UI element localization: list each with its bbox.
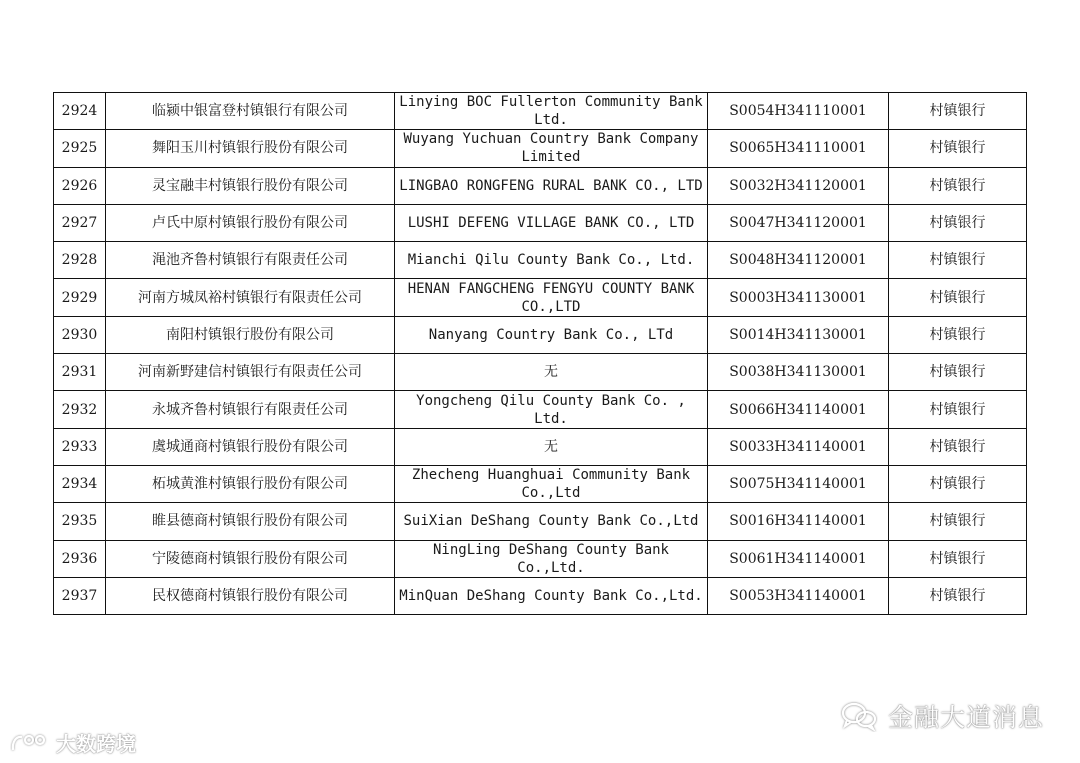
row-number: 2929 — [54, 279, 106, 316]
bank-table — [53, 92, 1027, 615]
bank-name-cn: 虞城通商村镇银行股份有限公司 — [106, 428, 395, 465]
table-row — [54, 167, 1027, 204]
institution-type: 村镇银行 — [889, 204, 1027, 241]
institution-type: 村镇银行 — [889, 465, 1027, 502]
institution-type: 村镇银行 — [889, 167, 1027, 204]
institution-code: S0032H341120001 — [708, 167, 889, 204]
row-number: 2928 — [54, 242, 106, 279]
institution-code: S0075H341140001 — [708, 465, 889, 502]
logo-icon — [10, 732, 50, 754]
bank-name-en: Yongcheng Qilu County Bank Co. , Ltd. — [395, 391, 708, 428]
bank-name-cn: 舞阳玉川村镇银行股份有限公司 — [106, 130, 395, 167]
institution-type: 村镇银行 — [889, 354, 1027, 391]
table-row — [54, 354, 1027, 391]
table-row — [54, 503, 1027, 540]
bank-name-en: Nanyang Country Bank Co., LTd — [395, 316, 708, 353]
table-row — [54, 391, 1027, 428]
institution-type: 村镇银行 — [889, 130, 1027, 167]
watermark-right — [840, 698, 1044, 734]
row-number: 2932 — [54, 391, 106, 428]
bank-name-cn: 临颍中银富登村镇银行有限公司 — [106, 93, 395, 130]
institution-code: S0033H341140001 — [708, 428, 889, 465]
table-row — [54, 316, 1027, 353]
row-number: 2935 — [54, 503, 106, 540]
institution-type: 村镇银行 — [889, 279, 1027, 316]
institution-type: 村镇银行 — [889, 540, 1027, 577]
table-row — [54, 204, 1027, 241]
watermark-left — [10, 728, 136, 757]
institution-code: S0003H341130001 — [708, 279, 889, 316]
row-number: 2930 — [54, 316, 106, 353]
institution-type: 村镇银行 — [889, 391, 1027, 428]
table-row — [54, 465, 1027, 502]
bank-name-cn: 河南方城凤裕村镇银行有限责任公司 — [106, 279, 395, 316]
institution-code: S0053H341140001 — [708, 577, 889, 614]
bank-name-en: 无 — [395, 428, 708, 465]
institution-code: S0061H341140001 — [708, 540, 889, 577]
row-number: 2924 — [54, 93, 106, 130]
institution-code: S0048H341120001 — [708, 242, 889, 279]
institution-code: S0047H341120001 — [708, 204, 889, 241]
watermark-right-text: 金融大道消息 — [887, 703, 1044, 732]
row-number: 2937 — [54, 577, 106, 614]
table-row — [54, 279, 1027, 316]
institution-type: 村镇银行 — [889, 503, 1027, 540]
bank-name-cn: 灵宝融丰村镇银行股份有限公司 — [106, 167, 395, 204]
bank-name-cn: 睢县德商村镇银行股份有限公司 — [106, 503, 395, 540]
institution-type: 村镇银行 — [889, 577, 1027, 614]
institution-code: S0038H341130001 — [708, 354, 889, 391]
bank-name-cn: 卢氏中原村镇银行股份有限公司 — [106, 204, 395, 241]
watermark-left-text: 大数跨境 — [56, 732, 136, 756]
bank-name-en: Mianchi Qilu County Bank Co., Ltd. — [395, 242, 708, 279]
bank-name-cn: 河南新野建信村镇银行有限责任公司 — [106, 354, 395, 391]
institution-type: 村镇银行 — [889, 316, 1027, 353]
bank-name-en: 无 — [395, 354, 708, 391]
institution-code: S0065H341110001 — [708, 130, 889, 167]
table-row — [54, 577, 1027, 614]
bank-name-en: Wuyang Yuchuan Country Bank Company Limited — [395, 130, 708, 167]
bank-name-cn: 永城齐鲁村镇银行有限责任公司 — [106, 391, 395, 428]
bank-name-cn: 渑池齐鲁村镇银行有限责任公司 — [106, 242, 395, 279]
row-number: 2927 — [54, 204, 106, 241]
bank-name-cn: 南阳村镇银行股份有限公司 — [106, 316, 395, 353]
bank-name-cn: 民权德商村镇银行股份有限公司 — [106, 577, 395, 614]
table-row — [54, 130, 1027, 167]
institution-code: S0014H341130001 — [708, 316, 889, 353]
institution-type: 村镇银行 — [889, 428, 1027, 465]
row-number: 2925 — [54, 130, 106, 167]
bank-name-en: LUSHI DEFENG VILLAGE BANK CO., LTD — [395, 204, 708, 241]
institution-type: 村镇银行 — [889, 242, 1027, 279]
wechat-icon — [840, 700, 878, 732]
table-row — [54, 540, 1027, 577]
row-number: 2931 — [54, 354, 106, 391]
row-number: 2926 — [54, 167, 106, 204]
row-number: 2936 — [54, 540, 106, 577]
institution-code: S0016H341140001 — [708, 503, 889, 540]
table-row — [54, 428, 1027, 465]
bank-name-cn: 宁陵德商村镇银行股份有限公司 — [106, 540, 395, 577]
bank-name-en: NingLing DeShang County Bank Co.,Ltd. — [395, 540, 708, 577]
bank-name-en: SuiXian DeShang County Bank Co.,Ltd — [395, 503, 708, 540]
bank-name-cn: 柘城黄淮村镇银行股份有限公司 — [106, 465, 395, 502]
table-row — [54, 93, 1027, 130]
institution-code: S0054H341110001 — [708, 93, 889, 130]
bank-name-en: HENAN FANGCHENG FENGYU COUNTY BANK CO.,LTD — [395, 279, 708, 316]
institution-type: 村镇银行 — [889, 93, 1027, 130]
institution-code: S0066H341140001 — [708, 391, 889, 428]
row-number: 2934 — [54, 465, 106, 502]
table-row — [54, 242, 1027, 279]
bank-name-en: MinQuan DeShang County Bank Co.,Ltd. — [395, 577, 708, 614]
bank-name-en: Zhecheng Huanghuai Community Bank Co.,Ltd — [395, 465, 708, 502]
table-body — [54, 93, 1027, 615]
bank-name-en: Linying BOC Fullerton Community Bank Ltd. — [395, 93, 708, 130]
bank-name-en: LINGBAO RONGFENG RURAL BANK CO., LTD — [395, 167, 708, 204]
row-number: 2933 — [54, 428, 106, 465]
